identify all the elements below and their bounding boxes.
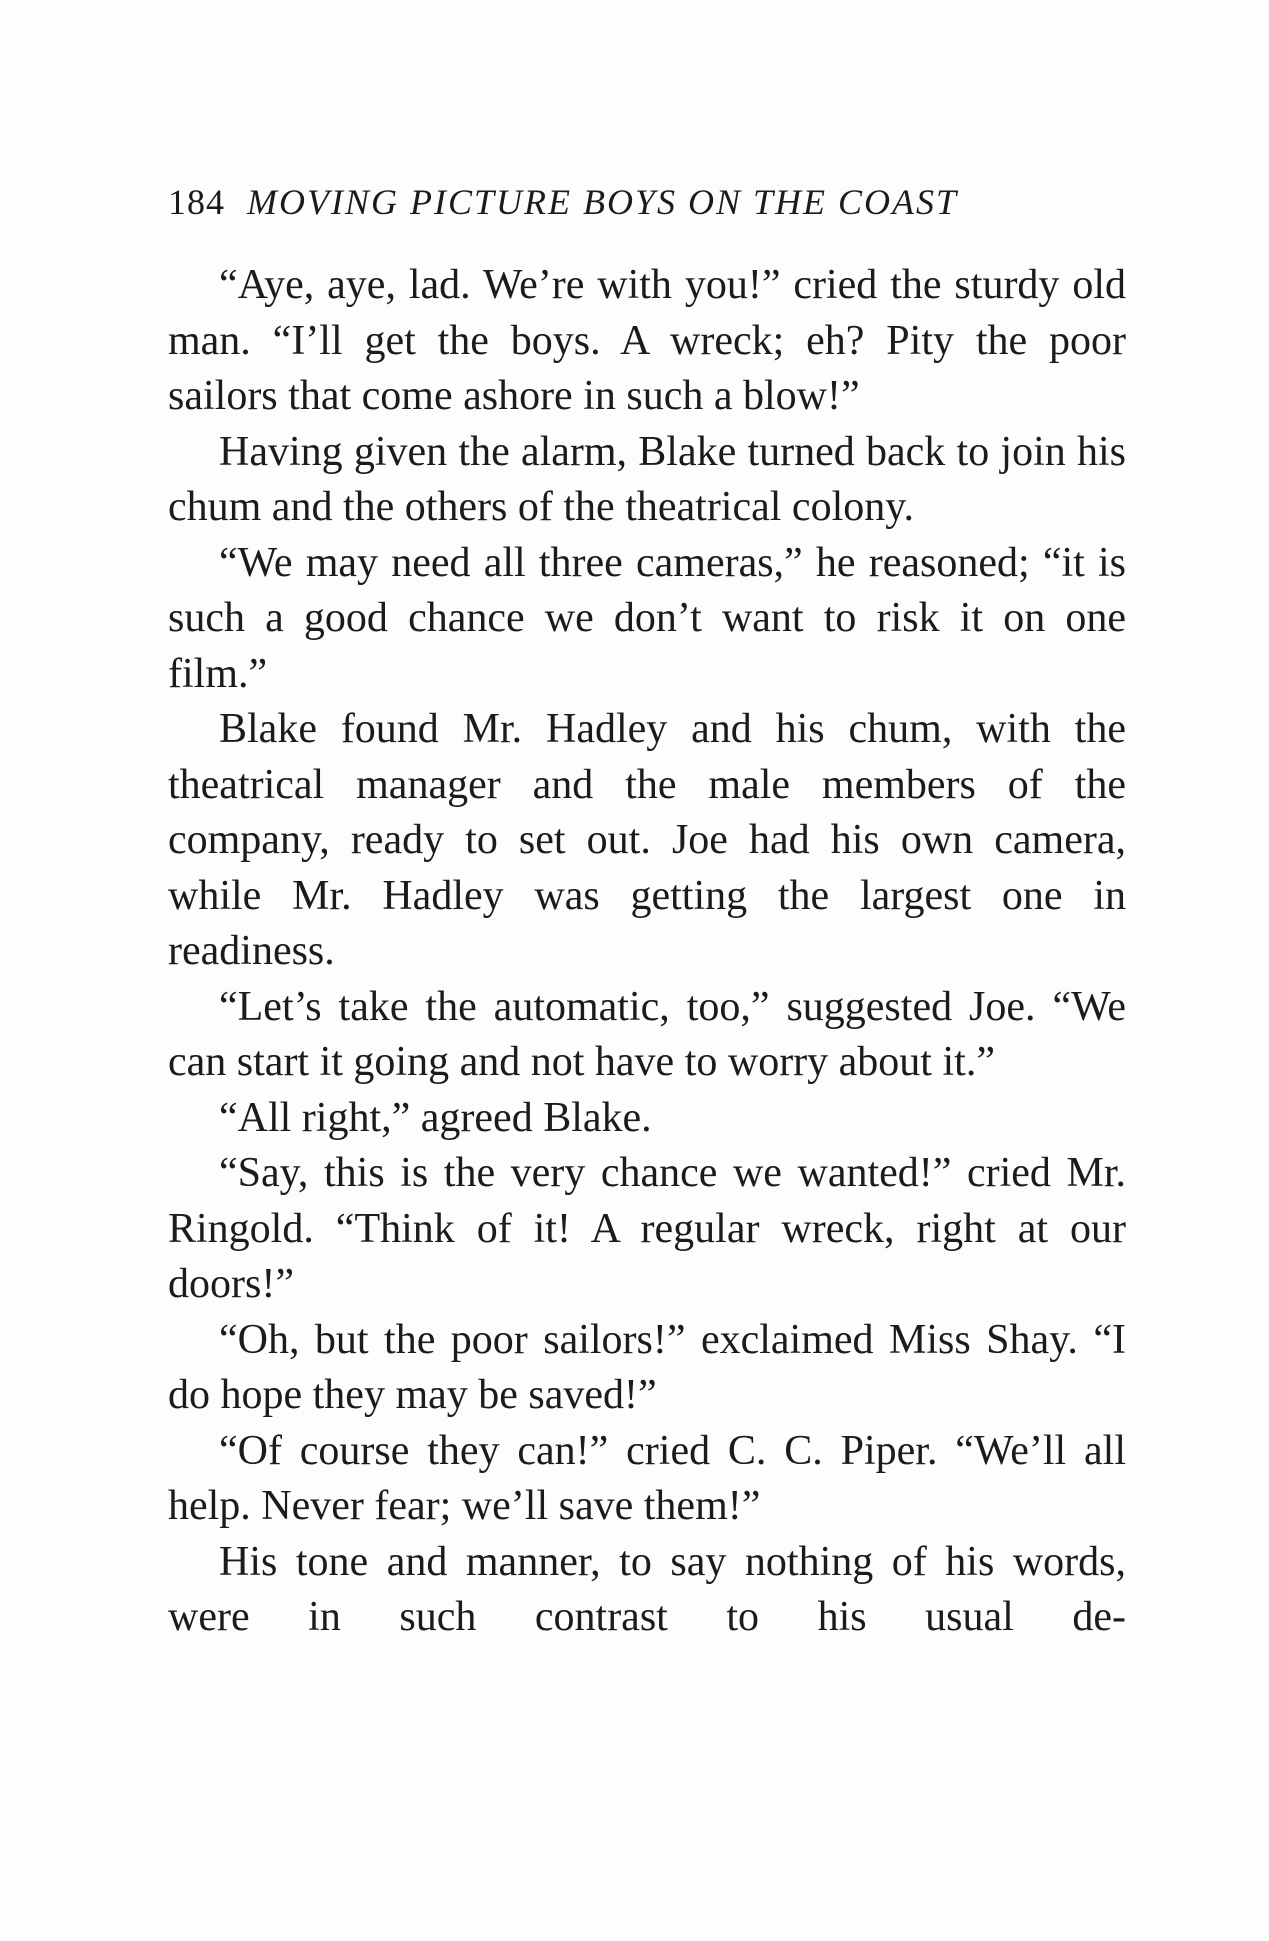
paragraph-6: “All right,” agreed Blake. <box>219 1094 652 1141</box>
paragraph-3: “We may need all three cameras,” he reasoned; “it is such a good chance we don’t want to risk it on one film.” <box>168 539 1126 697</box>
paragraph-10: His tone and manner, to say nothing of his words, were in such contrast to his usual de- <box>168 1538 1126 1640</box>
paragraph-7: “Say, this is the very chance we wanted!” cried Mr. Ringold. “Think of it! A regular wreck, right at our doors!” <box>168 1150 1126 1307</box>
running-header <box>168 176 1128 228</box>
paragraph-5: “Let’s take the automatic, too,” suggested Joe. “We can start it going and not have to worry about it.” <box>168 983 1126 1085</box>
paragraph-1: “Aye, aye, lad. We’re with you!” cried the sturdy old man. “I’ll get the boys. A wreck; eh? Pity the poor sailors that come ashore in such a blow!” <box>168 262 1126 419</box>
paragraph-9: “Of course they can!” cried C. C. Piper. “We’ll all help. Never fear; we’ll save them!” <box>168 1427 1126 1529</box>
body-text <box>168 258 1126 1646</box>
page-number: 184 <box>168 182 225 222</box>
paragraph-8: “Oh, but the poor sailors!” exclaimed Miss Shay. “I do hope they may be saved!” <box>168 1316 1126 1418</box>
paragraph-2: Having given the alarm, Blake turned back to join his chum and the others of the theatrical colony. <box>168 428 1126 530</box>
paragraph-4: Blake found Mr. Hadley and his chum, with the theatrical manager and the male members of the company, ready to set out. Joe had his own camera, while Mr. Hadley was getting the largest one in readiness. <box>168 706 1126 974</box>
running-title: MOVING PICTURE BOYS ON THE COAST <box>247 182 959 222</box>
